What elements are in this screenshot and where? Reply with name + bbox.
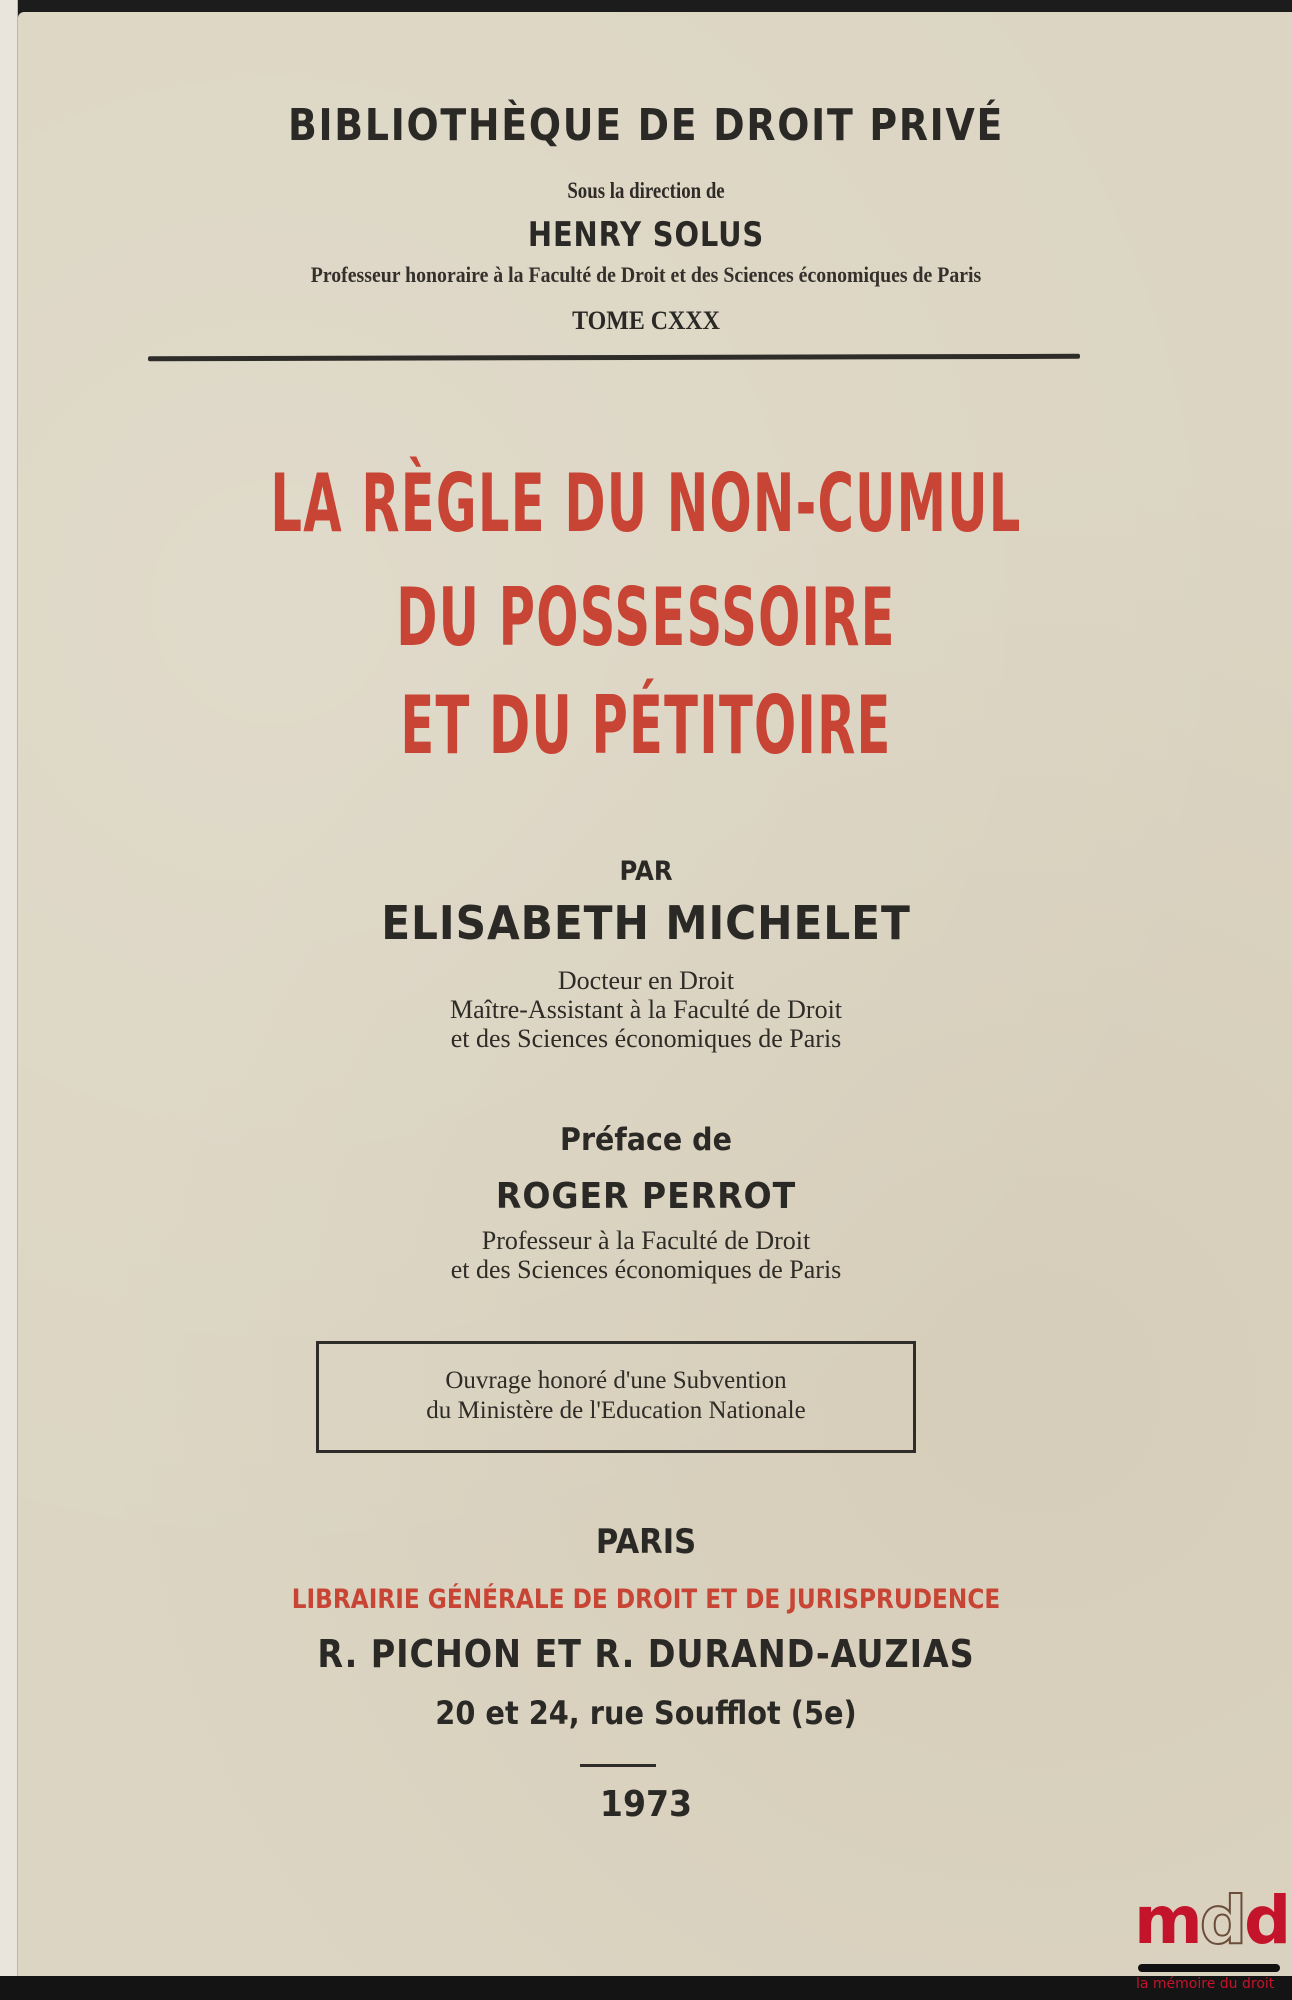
imprint-city: PARIS bbox=[595, 1522, 697, 1562]
preface-affiliation bbox=[0, 1226, 1292, 1284]
volume-number: TOME CXXX bbox=[572, 306, 720, 335]
publisher-name: LIBRAIRIE GÉNÉRALE DE DROIT ET DE JURISPRUDENCE bbox=[291, 1584, 1001, 1615]
logo-tagline: la mémoire du droit bbox=[1136, 1976, 1275, 1992]
mdd-logo-icon: mdd bbox=[1134, 1882, 1289, 1959]
preface-affiliation-line: Professeur à la Faculté de Droit bbox=[481, 1226, 811, 1255]
by-label: PAR bbox=[619, 856, 673, 887]
director-title: Professeur honoraire à la Faculté de Droit et des Sciences économiques de Paris bbox=[310, 262, 982, 287]
author-affiliation-line: Docteur en Droit bbox=[557, 966, 735, 995]
direction-label: Sous la direction de bbox=[567, 178, 725, 203]
logo-bar bbox=[1138, 1964, 1280, 1972]
book-title-line-3: ET DU PÉTITOIRE bbox=[400, 679, 892, 772]
series-title: BIBLIOTHÈQUE DE DROIT PRIVÉ bbox=[287, 100, 1005, 151]
printers-name: R. PICHON ET R. DURAND-AUZIAS bbox=[317, 1632, 975, 1676]
subvention-line: du Ministère de l'Education Nationale bbox=[426, 1397, 806, 1424]
series-director: HENRY SOLUS bbox=[527, 215, 765, 255]
publisher-address: 20 et 24, rue Soufflot (5e) bbox=[435, 1694, 857, 1732]
year-rule bbox=[580, 1764, 656, 1767]
subvention-line: Ouvrage honoré d'une Subvention bbox=[445, 1367, 787, 1394]
author-affiliation bbox=[0, 966, 1292, 1053]
author-name: ELISABETH MICHELET bbox=[381, 896, 911, 950]
book-bottom-edge bbox=[0, 1976, 1292, 2000]
preface-label: Préface de bbox=[560, 1122, 732, 1158]
book-title-line-1: LA RÈGLE DU NON-CUMUL bbox=[270, 457, 1022, 550]
author-affiliation-line: et des Sciences économiques de Paris bbox=[450, 1024, 842, 1053]
author-affiliation-line: Maître-Assistant à la Faculté de Droit bbox=[449, 995, 843, 1024]
preface-affiliation-line: et des Sciences économiques de Paris bbox=[450, 1255, 842, 1284]
book-title-line-2: DU POSSESSOIRE bbox=[396, 571, 896, 664]
subvention-notice bbox=[316, 1341, 916, 1453]
publication-year: 1973 bbox=[599, 1784, 693, 1825]
preface-author: ROGER PERROT bbox=[495, 1176, 797, 1217]
mdd-watermark-logo bbox=[1134, 1882, 1289, 1998]
